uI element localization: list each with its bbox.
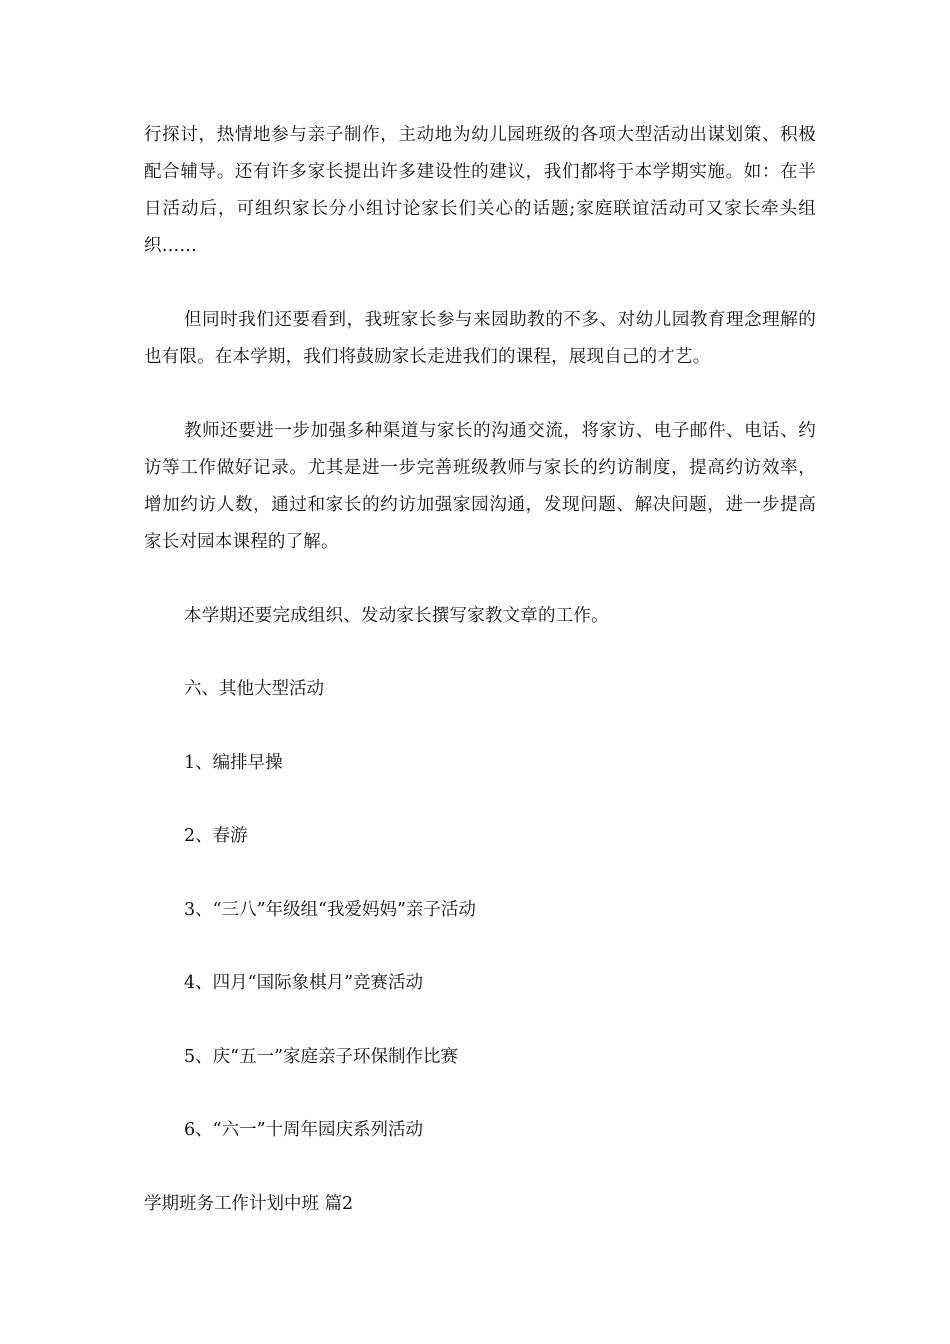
- activity-item: 2、春游: [184, 826, 248, 846]
- activity-item: 4、四月“国际象棋月”竞赛活动: [184, 973, 424, 993]
- activity-item: 5、庆“五一”家庭亲子环保制作比赛: [184, 1047, 459, 1067]
- activity-item: 6、“六一”十周年园庆系列活动: [184, 1120, 424, 1140]
- activity-item: 1、编排早操: [184, 753, 283, 773]
- paragraph-teacher-communication: 教师还要进一步加强多种渠道与家长的沟通交流，将家访、电子邮件、电话、约访等工作做好记录。尤其是进一步完善班级教师与家长的约访制度，提高约访效率，增加约访人数，通过和家长的约访加强家园沟通，发现问题、解决问题，进一步提高家长对园本课程的了解。: [144, 421, 816, 552]
- paragraph-parent-assistance: 但同时我们还要看到，我班家长参与来园助教的不多、对幼儿园教育理念理解的也有限。在本学期，我们将鼓励家长走进我们的课程，展现自己的才艺。: [144, 310, 816, 367]
- paragraph-parenting-articles: 本学期还要完成组织、发动家长撰写家教文章的工作。: [184, 606, 609, 626]
- section-title-other-activities: 六、其他大型活动: [184, 679, 324, 699]
- paragraph-family-participation: 行探讨，热情地参与亲子制作，主动地为幼儿园班级的各项大型活动出谋划策、积极配合辅导。还有许多家长提出许多建设性的建议，我们都将于本学期实施。如：在半日活动后，可组织家长分小组讨论家长们关心的话题;家庭联谊活动可又家长牵头组织……: [144, 125, 816, 256]
- activity-item: 3、“三八”年级组“我爱妈妈”亲子活动: [184, 900, 476, 920]
- next-section-heading: 学期班务工作计划中班 篇2: [144, 1194, 354, 1214]
